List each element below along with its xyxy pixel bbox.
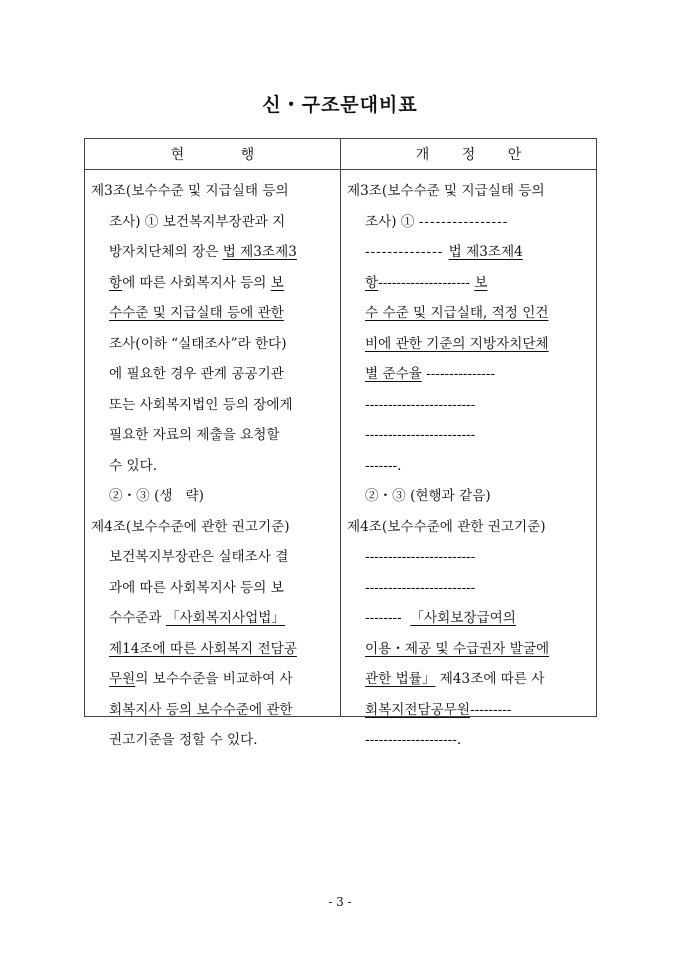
text-line: 제3조(보수수준 및 지급실태 등의 [91, 183, 289, 199]
underlined-text: 법 제3조제3 [222, 244, 297, 260]
text-line: ②・③ (생 략) [109, 488, 204, 504]
underlined-text: 관한 법률」 [365, 671, 436, 687]
underlined-text: 수 수준 및 지급실태, 적정 인건 [365, 305, 549, 321]
text-line: -------- 「사회보장급여의 [365, 610, 516, 626]
text-line: 수 있다. [109, 457, 158, 474]
header-current: 현 행 [85, 139, 341, 170]
text-line: --------------------. [365, 732, 462, 748]
text-line: 에 필요한 경우 관계 공공기관 [109, 366, 284, 382]
text-line: 조사) ① 보건복지부장관과 지 [109, 213, 286, 230]
text-line: -------------- 법 제3조제4 [365, 244, 523, 260]
text-line: 조사) ① ---------------- [365, 213, 509, 230]
underlined-text: 수수준 및 지급실태 등에 관한 [109, 305, 284, 321]
text-line: 항-------------------- 보 [365, 274, 488, 291]
text-line: 보건복지부장관은 실태조사 결 [109, 549, 289, 565]
text-line: 제4조(보수수준에 관한 권고기준) [347, 518, 546, 535]
text-line: 회복지전담공무원--------- [365, 701, 512, 718]
text-line: 또는 사회복지법인 등의 장에게 [109, 396, 293, 413]
underlined-text: 보 [474, 274, 488, 291]
underlined-text: 항 [365, 274, 379, 291]
underlined-text: 이용・제공 및 수급권자 발굴에 [365, 640, 550, 657]
text-line: ②・③ (현행과 같음) [365, 488, 491, 504]
table-body-row [85, 170, 597, 717]
text-line: 무원의 보수수준을 비교하여 사 [109, 671, 293, 687]
underlined-text: 무원 [109, 671, 136, 687]
text-line: 제4조(보수수준에 관한 권고기준) [91, 518, 290, 535]
revised-text-cell [341, 170, 597, 748]
text-line: ------------------------ [365, 396, 476, 413]
underlined-text: 제14조에 따른 사회복지 전담공 [109, 640, 297, 657]
text-line [91, 634, 336, 665]
text-line: 권고기준을 정할 수 있다. [109, 732, 258, 748]
header-revised: 개 정 안 [341, 139, 597, 170]
comparison-table [84, 138, 597, 748]
text-line: 별 준수율 --------------- [365, 366, 496, 382]
text-line: ------------------------ [365, 549, 476, 565]
underlined-text: 보 [270, 274, 284, 291]
underlined-text: 「사회복지사업법」 [165, 610, 285, 626]
page-number: - 3 - [328, 895, 352, 909]
text-line [347, 298, 592, 329]
text-line: 회복지사 등의 보수수준에 관한 [109, 701, 293, 718]
text-line: 과에 따른 사회복지사 등의 보 [109, 579, 284, 596]
page-title: 신・구조문대비표 [262, 94, 418, 116]
text-line: 항에 따른 사회복지사 등의 보 [109, 274, 284, 291]
text-line: 수수준과 「사회복지사업법」 [109, 610, 285, 626]
text-line [347, 634, 592, 665]
text-line: -------. [365, 457, 402, 474]
current-text-cell [85, 170, 341, 748]
text-line: 필요한 자료의 제출을 요청할 [109, 427, 280, 443]
text-line [347, 329, 592, 360]
underlined-text: 비에 관한 기준의 지방자치단체 [365, 335, 549, 352]
text-line: ------------------------ [365, 579, 476, 596]
underlined-text: 「사회보장급여의 [410, 610, 516, 626]
text-line [91, 298, 336, 329]
text-line: 조사(이하 “실태조사”라 한다) [109, 335, 287, 352]
text-line: 제3조(보수수준 및 지급실태 등의 [347, 183, 545, 199]
text-line: 방자치단체의 장은 법 제3조제3 [109, 244, 297, 260]
text-line: ------------------------ [365, 427, 476, 443]
table-header-row [85, 139, 597, 170]
text-line: 관한 법률」 제43조에 따른 사 [365, 671, 545, 687]
underlined-text: 별 준수율 [365, 366, 422, 382]
underlined-text: 회복지전담공무원 [365, 701, 471, 718]
underlined-text: 항 [109, 274, 123, 291]
underlined-text: 법 제3조제4 [448, 244, 523, 260]
